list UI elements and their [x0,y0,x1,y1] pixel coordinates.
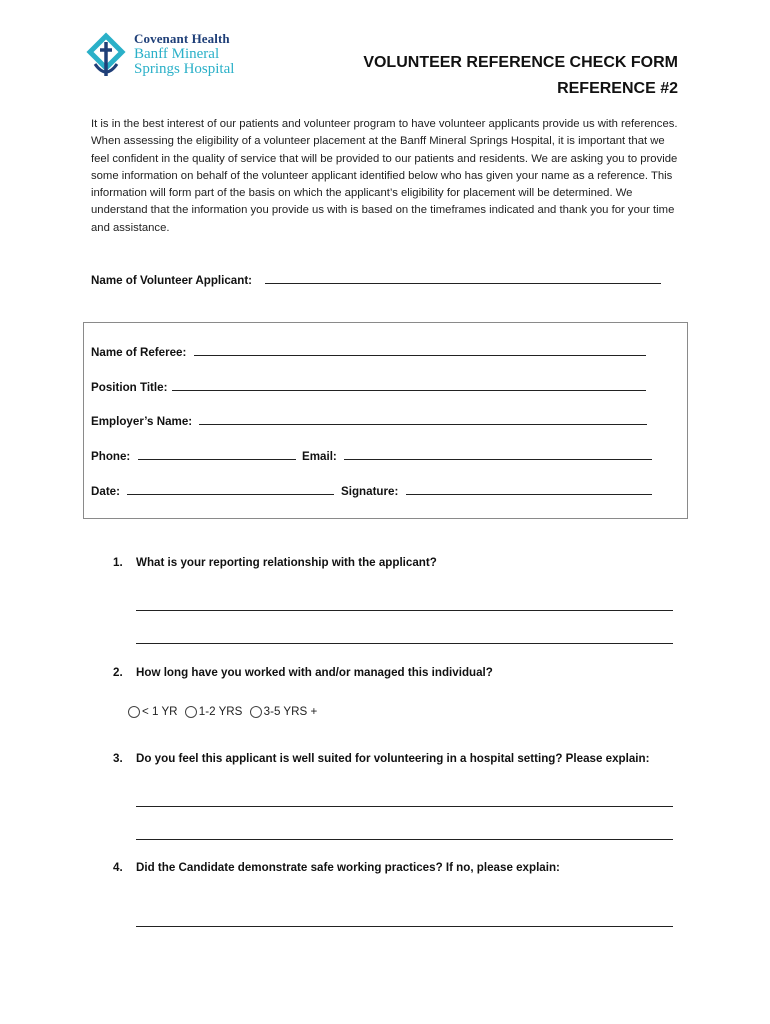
logo-org-name: Covenant Health [134,31,230,46]
referee-name-input-line[interactable] [194,345,646,356]
logo-wordmark [134,32,234,77]
question-2 [113,666,493,679]
date-field [91,484,334,498]
duration-option-1-2yrs[interactable] [185,705,243,718]
question-3-answer-line-1[interactable] [136,806,673,807]
position-title-input-line[interactable] [172,380,646,391]
duration-option-less-1yr[interactable] [128,705,178,718]
email-field [302,449,652,463]
position-title-field [91,380,646,394]
question-3-number: 3. [113,752,123,765]
date-label: Date: [91,485,120,498]
date-input-line[interactable] [127,484,334,495]
logo-hospital-name-2: Springs Hospital [134,61,235,77]
intro-paragraph: It is in the best interest of our patients and volunteer program to have volunteer applicants provide us with references. When assessing the eligibility of a volunteer placement at the Banff Mineral Springs Hospital, it is important that we feel confident in the quality of service that will be provided to our patients and residents. We are asking you to provide some information on behalf of the volunteer applicant identified below who has given your name as a reference. This information will form part of the basis on which the applicant’s eligibility for placement will be determined. We understand that the information you provide us with is based on the timeframes indicated and thank you for your time and assistance. [91,118,678,234]
question-2-text: How long have you worked with and/or managed this individual? [136,666,493,679]
question-4-number: 4. [113,861,123,874]
question-3 [113,752,649,765]
applicant-field [91,273,661,287]
radio-circle-icon[interactable] [185,706,197,718]
email-input-line[interactable] [344,449,652,460]
question-1-text: What is your reporting relationship with the applicant? [136,556,437,569]
duration-option-label: 3-5 YRS + [263,705,318,718]
phone-field [91,449,296,463]
form-title-line1: VOLUNTEER REFERENCE CHECK FORM [363,54,678,71]
question-3-text: Do you feel this applicant is well suited for volunteering in a hospital setting? Please explain: [136,752,650,765]
radio-circle-icon[interactable] [128,706,140,718]
question-4 [113,861,560,874]
question-4-text: Did the Candidate demonstrate safe working practices? If no, please explain: [136,861,560,874]
employer-name-label: Employer’s Name: [91,415,193,428]
duration-option-3-5yrs[interactable] [250,705,318,718]
question-1-answer-line-2[interactable] [136,643,673,644]
logo-hospital-name-1: Banff Mineral [134,46,220,62]
question-1-number: 1. [113,556,123,569]
question-3-answer-line-2[interactable] [136,839,673,840]
question-4-answer-line-1[interactable] [136,926,673,927]
form-title-line2: REFERENCE #2 [557,80,678,97]
question-1-answer-line-1[interactable] [136,610,673,611]
phone-label: Phone: [91,450,131,463]
signature-label: Signature: [341,485,399,498]
referee-name-label: Name of Referee: [91,346,187,359]
email-label: Email: [302,450,337,463]
employer-name-field [91,414,647,428]
phone-input-line[interactable] [138,449,296,460]
applicant-input-line[interactable] [265,273,661,284]
question-2-number: 2. [113,666,123,679]
cross-anchor-icon [90,36,122,76]
employer-name-input-line[interactable] [199,414,647,425]
applicant-label: Name of Volunteer Applicant: [91,274,253,287]
duration-option-label: 1-2 YRS [198,705,243,718]
signature-input-line[interactable] [406,484,652,495]
signature-field [341,484,652,498]
duration-options [128,705,321,721]
position-title-label: Position Title: [91,381,168,394]
form-title [363,50,678,102]
duration-option-label: < 1 YR [142,705,178,718]
referee-name-field [91,345,646,359]
radio-circle-icon[interactable] [250,706,262,718]
question-1 [113,556,437,569]
